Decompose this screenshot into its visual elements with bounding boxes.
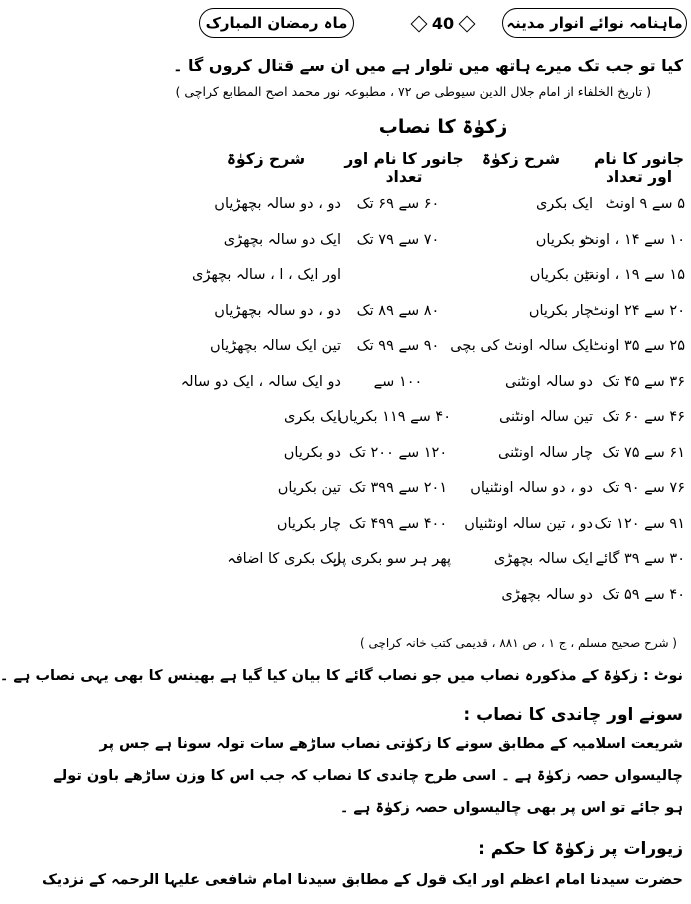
table-row [195, 516, 691, 548]
cell-zakat-rate-2: تین بکریاں [277, 480, 341, 496]
table-row [191, 267, 691, 299]
table-row [195, 303, 691, 335]
cell-animal-count-2: ۱۲۰ سے ۲۰۰ تک [348, 444, 448, 461]
table-row [180, 373, 691, 406]
section-title: زکوٰۃ کا نصاب [378, 116, 508, 138]
cell-zakat-rate-1: ایک سالہ اونٹ کی بچی [450, 338, 593, 354]
cell-zakat-rate-2: دو بکریاں [283, 444, 341, 461]
cell-zakat-rate-1: تین بکریاں [529, 267, 593, 283]
cell-animal-count-2: ۱۰۰ سے [373, 373, 423, 390]
cell-animal-count-2: پھر ہر سو بکری پر [334, 551, 451, 567]
cell-animal-count-1: ۹۱ سے ۱۲۰ تک [594, 515, 685, 532]
cell-animal-count-2: ۸۰ سے ۸۹ تک [356, 302, 440, 319]
cell-animal-count-1: ۱۵ سے ۱۹ ، اونٹ [580, 267, 685, 283]
header-zakat-rate-2: شرح زکوٰۃ [226, 150, 306, 168]
table-row [195, 232, 691, 264]
cell-animal-count-1: ۳۶ سے ۴۵ تک [602, 373, 685, 390]
header-animal-count-1: جانور کا نام اور تعداد [593, 150, 685, 186]
cell-zakat-rate-1: تین سالہ اونٹنی [498, 409, 593, 425]
table-row [195, 338, 691, 370]
table-row [195, 409, 691, 441]
header-animal-count-2: جانور کا نام اور تعداد [344, 150, 464, 186]
cell-animal-count-1: ۵ سے ۹ اونٹ [605, 196, 685, 212]
cell-zakat-rate-1: دو بکریاں [535, 231, 593, 248]
cell-zakat-rate-2: دو ، دو سالہ بچھڑیاں [214, 196, 341, 212]
cell-animal-count-1: ۳۰ سے ۳۹ گائے [595, 551, 685, 567]
cell-zakat-rate-2: ایک بکری کا اضافہ [227, 551, 341, 567]
cell-animal-count-2: ۴۰ سے ۱۱۹ بکریاں [338, 409, 451, 425]
month-label: ماہ رمضان المبارک [199, 8, 354, 38]
table-header [195, 150, 691, 186]
cell-animal-count-1: ۴۶ سے ۶۰ تک [602, 409, 685, 425]
page-header [199, 4, 687, 42]
jewelry-heading: زیورات پر زکوٰۃ کا حکم : [478, 839, 683, 859]
cell-animal-count-2: ۲۰۱ سے ۳۹۹ تک [348, 480, 448, 496]
table-row [195, 196, 691, 228]
cell-animal-count-1: ۴۰ سے ۵۹ تک [602, 586, 685, 603]
jewelry-line-1: حضرت سیدنا امام اعظم اور ایک قول کے مطابق سیدنا امام شافعی علیہا الرحمہ کے نزدیک [41, 872, 683, 888]
table-row [195, 551, 691, 583]
cell-zakat-rate-2: چار بکریاں [276, 515, 341, 532]
cell-zakat-rate-1: چار بکریاں [528, 302, 593, 319]
cell-zakat-rate-1: ایک سالہ بچھڑی [493, 551, 593, 567]
table-row [195, 445, 691, 477]
table-row [195, 587, 691, 619]
table-source: ( شرح صحیح مسلم ، ج ۱ ، ص ۸۸۱ ، قدیمی کتب خانہ کراچی ) [359, 636, 677, 650]
magazine-title: ماہنامہ نوائے انوار مدینہ [502, 8, 687, 38]
cell-animal-count-1: ۲۵ سے ۳۵ اونٹ [590, 338, 685, 354]
gold-silver-line-2: چالیسواں حصہ زکوٰۃ ہے ۔ اسی طرح چاندی کا نصاب کہ جب اس کا وزن ساڑھے باون تولے [53, 768, 683, 784]
intro-line: کیا تو جب تک میرے ہاتھ میں تلوار ہے میں ان سے قتال کروں گا ۔ [173, 56, 683, 75]
cell-zakat-rate-1: ایک بکری [535, 196, 593, 212]
cell-animal-count-2: ۶۰ سے ۶۹ تک [356, 196, 440, 212]
cell-zakat-rate-2: دو ایک سالہ ، ایک دو سالہ [180, 373, 341, 390]
gold-silver-line-3: ہو جائے تو اس پر بھی چالیسواں حصہ زکوٰۃ ہے ۔ [339, 800, 683, 816]
cell-animal-count-1: ۶۱ سے ۷۵ تک [602, 444, 685, 461]
gold-silver-heading: سونے اور چاندی کا نصاب : [463, 705, 683, 725]
cell-zakat-rate-2: اور ایک ، ا ، سالہ بچھڑی [191, 267, 341, 283]
cell-animal-count-1: ۱۰ سے ۱۴ ، اونٹ [580, 231, 685, 248]
cell-zakat-rate-2: تین ایک سالہ بچھڑیاں [210, 338, 341, 354]
cell-zakat-rate-2: ایک بکری [283, 409, 341, 425]
intro-reference: ( تاریخ الخلفاء از امام جلال الدین سیوطی ص ٧٢ ، مطبوعہ نور محمد اصح المطابع کراچی ) [175, 84, 651, 99]
cell-animal-count-1: ۲۰ سے ۲۴ اونٹ [590, 302, 685, 319]
cell-animal-count-2: ۴۰۰ سے ۴۹۹ تک [348, 515, 448, 532]
cell-animal-count-1: ۷۶ سے ۹۰ تک [602, 480, 685, 496]
cell-zakat-rate-1: دو سالہ بچھڑی [501, 586, 593, 603]
cell-zakat-rate-1: دو ، تین سالہ اونٹنیاں [464, 515, 593, 532]
cell-zakat-rate-1: دو سالہ اونٹنی [504, 373, 593, 390]
buffalo-note: نوٹ : زکوٰۃ کے مذکورہ نصاب میں جو نصاب گائے کا بیان کیا گیا ہے بھینس کا بھی یہی نصاب ہے ۔ [0, 668, 683, 684]
gold-silver-line-1: شریعت اسلامیہ کے مطابق سونے کا زکوٰتی نصاب ساڑھے سات تولہ سونا ہے جس پر [99, 736, 683, 752]
table-row [195, 480, 691, 512]
cell-zakat-rate-1: دو ، دو سالہ اونٹنیاں [470, 480, 593, 496]
cell-animal-count-2: ۹۰ سے ۹۹ تک [356, 338, 440, 354]
cell-zakat-rate-2: ایک دو سالہ بچھڑی [223, 231, 341, 248]
page-number: 40 [411, 10, 475, 36]
cell-animal-count-2: ۷۰ سے ۷۹ تک [356, 231, 440, 248]
cell-zakat-rate-1: چار سالہ اونٹنی [498, 444, 593, 461]
cell-zakat-rate-2: دو ، دو سالہ بچھڑیاں [214, 302, 341, 319]
header-zakat-rate-1: شرح زکوٰۃ [481, 150, 561, 168]
